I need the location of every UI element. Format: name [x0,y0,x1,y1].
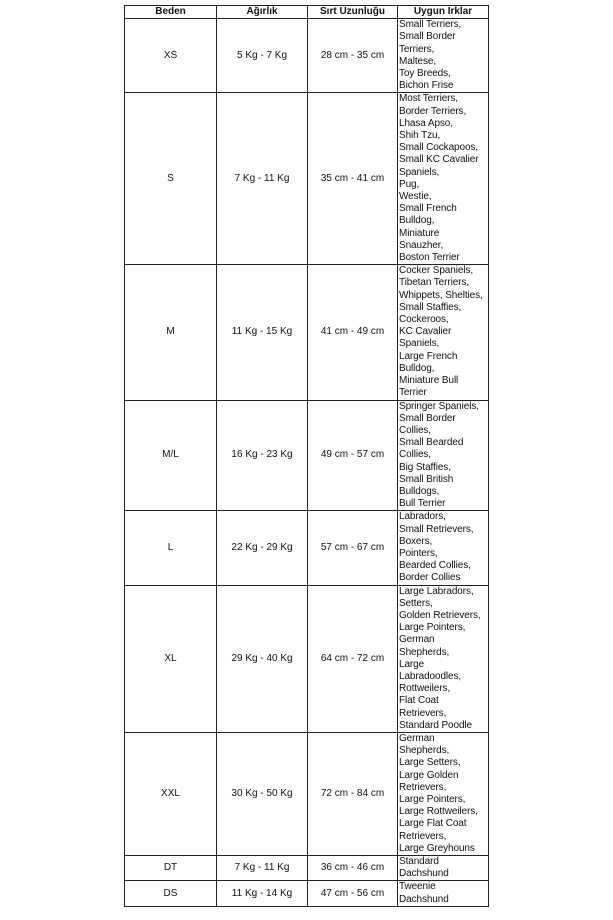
weight-cell: 5 Kg - 7 Kg [217,19,308,93]
table-row [125,19,489,93]
size-cell: M [125,265,217,400]
length-cell: 28 cm - 35 cm [308,19,398,93]
breeds-cell: Springer Spaniels, Small Border Collies, Small Bearded Collies, Big Staffies, Small British Bulldogs, Bull Terrier [398,400,489,511]
header-weight: Ağırlık [217,6,308,19]
breeds-cell: German Shepherds, Large Setters, Large Golden Retrievers, Large Pointers, Large Rottweilers, Large Flat Coat Retrievers, Large Greyhouns [398,732,489,855]
breeds-cell: Large Labradors, Setters, Golden Retrievers, Large Pointers, German Shepherds, Large Labradoodles, Rottweilers, Flat Coat Retrievers, Standard Poodle [398,585,489,732]
table-row [125,265,489,400]
table-row [125,400,489,511]
size-cell: XS [125,19,217,93]
length-cell: 64 cm - 72 cm [308,585,398,732]
weight-cell: 16 Kg - 23 Kg [217,400,308,511]
size-cell: XL [125,585,217,732]
size-cell: S [125,93,217,265]
breeds-cell: Labradors, Small Retrievers, Boxers, Pointers, Bearded Collies, Border Collies [398,511,489,585]
weight-cell: 11 Kg - 15 Kg [217,265,308,400]
weight-cell: 7 Kg - 11 Kg [217,856,308,881]
table-row [125,585,489,732]
breeds-cell: Cocker Spaniels, Tibetan Terriers, Whippets, Shelties, Small Staffies, Cockeroos, KC Cavalier Spaniels, Large French Bulldog, Miniature Bull Terrier [398,265,489,400]
size-cell: M/L [125,400,217,511]
breeds-cell: Most Terriers, Border Terriers, Lhasa Apso, Shih Tzu, Small Cockapoos, Small KC Cavalier Spaniels, Pug, Westie, Small French Bulldog, Miniature Snauzher, Boston Terrier [398,93,489,265]
length-cell: 72 cm - 84 cm [308,732,398,855]
size-cell: XXL [125,732,217,855]
length-cell: 49 cm - 57 cm [308,400,398,511]
table-row [125,732,489,855]
header-suitable-breeds: Uygun Irklar [398,6,489,19]
header-size: Beden [125,6,217,19]
weight-cell: 29 Kg - 40 Kg [217,585,308,732]
table-row [125,93,489,265]
weight-cell: 11 Kg - 14 Kg [217,881,308,906]
size-chart-table [124,5,489,907]
length-cell: 47 cm - 56 cm [308,881,398,906]
length-cell: 41 cm - 49 cm [308,265,398,400]
table-row [125,511,489,585]
weight-cell: 30 Kg - 50 Kg [217,732,308,855]
length-cell: 57 cm - 67 cm [308,511,398,585]
size-cell: DT [125,856,217,881]
length-cell: 36 cm - 46 cm [308,856,398,881]
breeds-cell: Small Terriers, Small Border Terriers, Maltese, Toy Breeds, Bichon Frise [398,19,489,93]
table-row [125,856,489,881]
size-cell: DS [125,881,217,906]
size-cell: L [125,511,217,585]
table-row [125,881,489,906]
breeds-cell: Standard Dachshund [398,856,489,881]
weight-cell: 22 Kg - 29 Kg [217,511,308,585]
length-cell: 35 cm - 41 cm [308,93,398,265]
breeds-cell: Tweenie Dachshund [398,881,489,906]
header-row [125,6,489,19]
header-back-length: Sırt Uzunluğu [308,6,398,19]
weight-cell: 7 Kg - 11 Kg [217,93,308,265]
